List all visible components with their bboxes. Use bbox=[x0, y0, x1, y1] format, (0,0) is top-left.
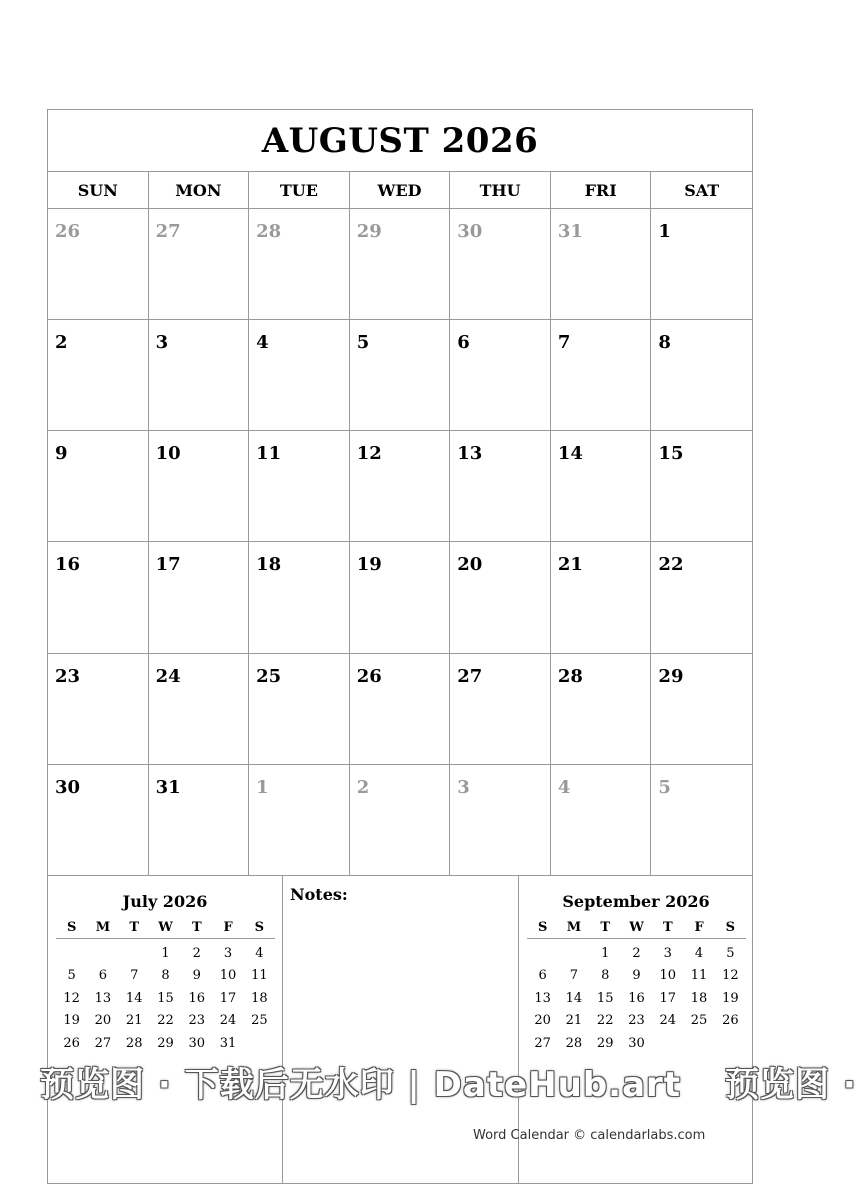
mini-day-number: 22 bbox=[157, 1013, 174, 1029]
day-number: 6 bbox=[457, 332, 470, 354]
day-cell bbox=[651, 542, 752, 653]
day-cell bbox=[249, 765, 350, 876]
adjacent-month-day-number: 27 bbox=[155, 221, 181, 242]
adjacent-month-day-number: 2 bbox=[356, 776, 370, 798]
mini-day-number: 4 bbox=[255, 945, 264, 961]
day-cell bbox=[551, 431, 652, 542]
day-number: 1 bbox=[658, 221, 671, 242]
adjacent-month-day-number: 4 bbox=[557, 776, 571, 798]
mini-day-number: 8 bbox=[601, 968, 610, 984]
adjacent-month-day-number: 3 bbox=[457, 776, 470, 798]
day-cell bbox=[350, 765, 451, 876]
weekday-label: SAT bbox=[684, 180, 720, 200]
day-cell bbox=[551, 765, 652, 876]
mini-day-number: 20 bbox=[94, 1013, 112, 1029]
day-cell bbox=[350, 320, 451, 431]
notes-label: Notes: bbox=[290, 885, 348, 904]
day-cell bbox=[551, 320, 652, 431]
mini-day-number: 12 bbox=[63, 990, 80, 1006]
weekday-label: WED bbox=[350, 172, 451, 208]
mini-day-number: 1 bbox=[161, 945, 170, 961]
day-cell bbox=[149, 431, 250, 542]
mini-day-number: 18 bbox=[251, 990, 268, 1006]
day-number: 19 bbox=[356, 554, 382, 576]
mini-weekday-label: M bbox=[95, 919, 111, 935]
mini-weekday-label: W bbox=[158, 919, 173, 935]
mini-day-number: 6 bbox=[538, 968, 547, 984]
day-cell bbox=[249, 542, 350, 653]
mini-day-number: 26 bbox=[722, 1013, 739, 1029]
mini-weekday-label: S bbox=[254, 919, 265, 935]
day-cell bbox=[249, 209, 350, 320]
adjacent-month-day-number: 1 bbox=[256, 776, 269, 798]
mini-day-number: 27 bbox=[94, 1035, 112, 1051]
day-number: 28 bbox=[557, 665, 583, 687]
day-number: 15 bbox=[658, 443, 684, 465]
mini-day-number: 22 bbox=[596, 1013, 614, 1029]
mini-day-number: 5 bbox=[67, 968, 76, 984]
mini-day-number: 6 bbox=[98, 968, 108, 984]
day-number: 29 bbox=[658, 665, 684, 687]
day-number: 17 bbox=[155, 554, 181, 576]
day-cell bbox=[651, 765, 752, 876]
mini-calendar-previous bbox=[48, 876, 283, 1183]
weekday-label: FRI bbox=[551, 172, 652, 208]
calendar-page bbox=[47, 109, 753, 1184]
footer-credit: Word Calendar © calendarlabs.com bbox=[473, 1128, 706, 1143]
day-cell bbox=[450, 654, 551, 765]
weekday-label: TUE bbox=[249, 172, 350, 208]
day-cell bbox=[48, 431, 149, 542]
mini-day-number: 29 bbox=[157, 1035, 174, 1051]
day-cell bbox=[551, 209, 652, 320]
adjacent-month-day-number: 29 bbox=[356, 221, 382, 242]
adjacent-month-day-number: 30 bbox=[457, 221, 483, 242]
mini-day-number: 10 bbox=[659, 968, 677, 984]
day-cell bbox=[450, 765, 551, 876]
mini-day-number: 18 bbox=[690, 990, 708, 1006]
mini-day-number: 13 bbox=[534, 990, 551, 1006]
day-cell bbox=[350, 654, 451, 765]
day-number: 23 bbox=[55, 665, 81, 687]
day-number: 31 bbox=[155, 776, 181, 798]
watermark bbox=[40, 1057, 857, 1106]
weekday-label: THU bbox=[450, 172, 551, 208]
day-cell bbox=[450, 542, 551, 653]
weekday-label: MON bbox=[149, 172, 250, 208]
mini-weekday-row bbox=[56, 916, 275, 939]
mini-day-number: 7 bbox=[130, 968, 139, 984]
day-number: 25 bbox=[256, 665, 282, 687]
day-cell bbox=[249, 431, 350, 542]
mini-day-number: 1 bbox=[601, 945, 610, 961]
mini-weekday-label: S bbox=[537, 919, 548, 935]
day-number: 9 bbox=[55, 443, 68, 465]
mini-day-number: 24 bbox=[219, 1013, 237, 1029]
adjacent-month-day-number: 5 bbox=[658, 776, 671, 798]
mini-day-number: 17 bbox=[219, 990, 237, 1006]
day-cell bbox=[651, 431, 752, 542]
mini-weekday-row bbox=[527, 916, 746, 939]
mini-day-number: 23 bbox=[188, 1013, 206, 1029]
mini-day-number: 2 bbox=[632, 945, 641, 961]
day-number: 16 bbox=[55, 554, 81, 576]
mini-weekday-label: T bbox=[191, 919, 202, 935]
mini-day-number: 14 bbox=[565, 990, 583, 1006]
day-number: 26 bbox=[356, 665, 382, 687]
day-cell bbox=[48, 209, 149, 320]
day-number: 12 bbox=[356, 443, 382, 465]
day-cell bbox=[350, 209, 451, 320]
day-number: 10 bbox=[155, 443, 181, 465]
mini-day-number: 30 bbox=[188, 1035, 206, 1051]
day-cell bbox=[450, 209, 551, 320]
mini-day-number: 25 bbox=[251, 1013, 268, 1029]
adjacent-month-day-number: 26 bbox=[55, 221, 81, 242]
mini-day-number: 13 bbox=[94, 990, 112, 1006]
mini-day-number: 26 bbox=[63, 1035, 80, 1051]
mini-day-number: 15 bbox=[596, 990, 614, 1006]
day-number: 7 bbox=[557, 332, 571, 354]
mini-weekday-label: S bbox=[66, 919, 77, 935]
mini-day-number: 28 bbox=[565, 1035, 583, 1051]
day-number: 8 bbox=[658, 332, 671, 354]
mini-day-number: 15 bbox=[157, 990, 174, 1006]
mini-day-number: 29 bbox=[596, 1035, 614, 1051]
day-cell bbox=[651, 209, 752, 320]
day-cell bbox=[48, 654, 149, 765]
day-cell bbox=[149, 765, 250, 876]
mini-calendar-title: September 2026 bbox=[562, 892, 710, 911]
mini-day-number: 3 bbox=[663, 945, 672, 961]
day-cell bbox=[149, 209, 250, 320]
day-cell bbox=[450, 320, 551, 431]
mini-weekday-label: F bbox=[694, 919, 704, 935]
mini-day-number: 16 bbox=[628, 990, 645, 1006]
mini-day-number: 16 bbox=[188, 990, 206, 1006]
day-cell bbox=[149, 542, 250, 653]
mini-day-number: 14 bbox=[125, 990, 143, 1006]
mini-day-number: 12 bbox=[722, 968, 739, 984]
mini-day-number: 11 bbox=[251, 968, 268, 984]
mini-weekday-label: T bbox=[600, 919, 611, 935]
mini-calendar-title: July 2026 bbox=[122, 892, 208, 911]
day-number: 21 bbox=[557, 554, 583, 576]
mini-day-number: 9 bbox=[192, 968, 201, 984]
day-number: 5 bbox=[356, 332, 370, 354]
month-title: AUGUST 2026 bbox=[48, 110, 752, 172]
day-cell bbox=[551, 542, 652, 653]
day-number: 20 bbox=[457, 554, 483, 576]
day-number: 2 bbox=[55, 332, 68, 354]
mini-day-number: 3 bbox=[223, 945, 233, 961]
mini-day-number: 10 bbox=[219, 968, 237, 984]
day-number: 4 bbox=[256, 332, 269, 354]
weekday-label: SUN bbox=[48, 172, 149, 208]
mini-weekday-label: S bbox=[725, 919, 736, 935]
day-cell bbox=[48, 542, 149, 653]
mini-weekday-label: M bbox=[566, 919, 582, 935]
mini-day-number: 24 bbox=[659, 1013, 677, 1029]
mini-day-number: 21 bbox=[565, 1013, 583, 1029]
mini-day-number: 27 bbox=[534, 1035, 551, 1051]
day-grid bbox=[48, 209, 752, 876]
day-cell bbox=[450, 431, 551, 542]
day-number: 24 bbox=[155, 665, 181, 687]
mini-day-number: 30 bbox=[628, 1035, 645, 1051]
day-number: 13 bbox=[457, 443, 483, 465]
mini-day-number: 21 bbox=[125, 1013, 143, 1029]
watermark-text-repeat: 预览图 · bbox=[725, 1065, 857, 1105]
mini-day-number: 25 bbox=[690, 1013, 708, 1029]
day-cell bbox=[48, 320, 149, 431]
day-number: 30 bbox=[55, 776, 81, 798]
day-number: 3 bbox=[155, 332, 169, 354]
day-cell bbox=[249, 320, 350, 431]
mini-day-grid bbox=[527, 942, 746, 1055]
mini-day-number: 31 bbox=[219, 1035, 237, 1051]
day-cell bbox=[651, 654, 752, 765]
day-cell bbox=[149, 654, 250, 765]
watermark-text: 预览图 · 下载后无水印 | DateHub.art bbox=[40, 1065, 682, 1105]
mini-day-number: 7 bbox=[569, 968, 579, 984]
day-cell bbox=[149, 320, 250, 431]
adjacent-month-day-number: 31 bbox=[557, 221, 583, 242]
day-cell bbox=[350, 542, 451, 653]
day-number: 11 bbox=[256, 443, 282, 465]
mini-day-grid bbox=[56, 942, 275, 1055]
mini-day-number: 20 bbox=[534, 1013, 551, 1029]
mini-day-number: 8 bbox=[161, 968, 170, 984]
mini-day-number: 19 bbox=[722, 990, 739, 1006]
mini-weekday-label: W bbox=[629, 919, 644, 935]
day-cell bbox=[350, 431, 451, 542]
mini-weekday-label: T bbox=[662, 919, 673, 935]
mini-weekday-label: F bbox=[223, 919, 233, 935]
mini-day-number: 17 bbox=[659, 990, 677, 1006]
mini-day-number: 11 bbox=[690, 968, 708, 984]
day-cell bbox=[551, 654, 652, 765]
mini-day-number: 9 bbox=[632, 968, 641, 984]
mini-day-number: 2 bbox=[192, 945, 201, 961]
day-cell bbox=[48, 765, 149, 876]
weekday-header-row bbox=[48, 172, 752, 209]
day-cell bbox=[249, 654, 350, 765]
mini-day-number: 28 bbox=[125, 1035, 143, 1051]
day-number: 18 bbox=[256, 554, 282, 576]
day-cell bbox=[651, 320, 752, 431]
day-number: 22 bbox=[658, 554, 684, 576]
mini-day-number: 23 bbox=[628, 1013, 645, 1029]
mini-day-number: 5 bbox=[726, 945, 735, 961]
day-number: 27 bbox=[457, 665, 483, 687]
day-number: 14 bbox=[557, 443, 583, 465]
mini-day-number: 4 bbox=[694, 945, 704, 961]
mini-day-number: 19 bbox=[63, 1013, 80, 1029]
adjacent-month-day-number: 28 bbox=[256, 221, 282, 242]
mini-weekday-label: T bbox=[129, 919, 140, 935]
